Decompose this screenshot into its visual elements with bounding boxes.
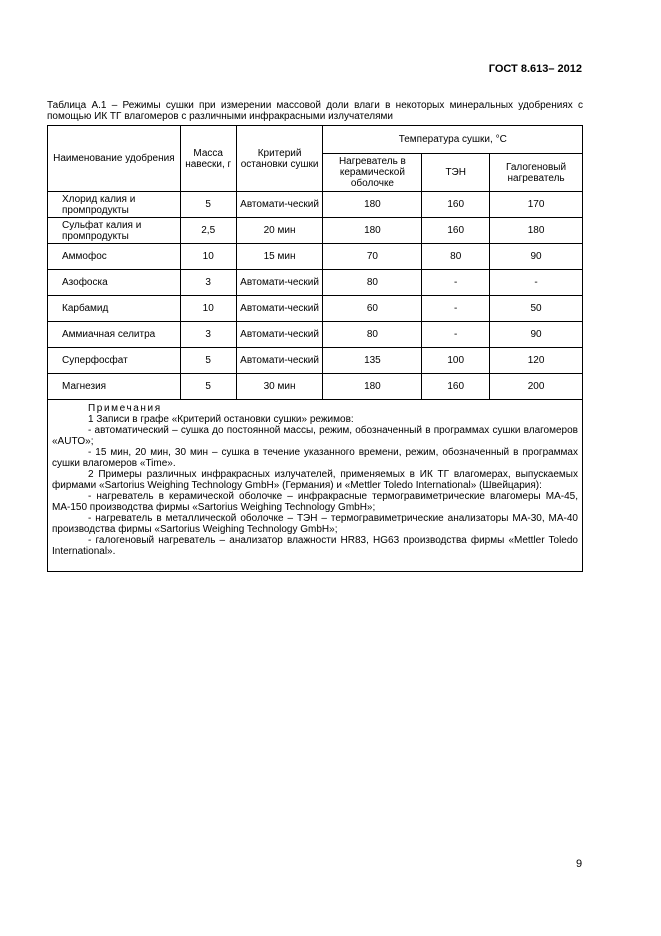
criterion-cell: Автомати-ческий [236, 348, 323, 374]
ten-temp-cell: - [422, 322, 490, 348]
ceramic-temp-cell: 80 [323, 270, 422, 296]
ten-temp-cell: - [422, 270, 490, 296]
name-cell: Азофоска [48, 270, 181, 296]
ten-temp-cell: 80 [422, 244, 490, 270]
mass-cell: 5 [180, 348, 236, 374]
name-cell: Аммофос [48, 244, 181, 270]
mass-cell: 10 [180, 296, 236, 322]
name-cell: Магнезия [48, 374, 181, 400]
mass-cell: 5 [180, 374, 236, 400]
criterion-cell: Автомати-ческий [236, 296, 323, 322]
criterion-cell: Автомати-ческий [236, 270, 323, 296]
halogen-temp-cell: 180 [490, 218, 583, 244]
halogen-temp-cell: 50 [490, 296, 583, 322]
note-1a: - автоматический – сушка до постоянной массы, режим, обозначенный в программах сушки влагомеров «AUTO»; [52, 425, 578, 447]
mass-cell: 10 [180, 244, 236, 270]
table-row [48, 322, 583, 348]
note-2: 2 Примеры различных инфракрасных излучателей, применяемых в ИК ТГ влагомерах, выпускаемых фирмами «Sartorius Weighing Technology GmbH» (Германия) и «Mettler Toledo International» (Швейцария): [52, 469, 578, 491]
ten-temp-cell: 100 [422, 348, 490, 374]
mass-cell: 3 [180, 270, 236, 296]
mass-cell: 5 [180, 192, 236, 218]
table-row [48, 192, 583, 218]
criterion-cell: 30 мин [236, 374, 323, 400]
header-criterion: Критерий остановки сушки [236, 126, 323, 192]
header-halogen: Галогеновый нагреватель [490, 154, 583, 192]
ten-temp-cell: 160 [422, 374, 490, 400]
header-name: Наименование удобрения [48, 126, 181, 192]
header-mass: Масса навески, г [180, 126, 236, 192]
page-number: 9 [576, 858, 583, 870]
halogen-temp-cell: 170 [490, 192, 583, 218]
table-caption: Таблица А.1 – Режимы сушки при измерении массовой доли влаги в некоторых минеральных удобрениях с помощью ИК ТГ влагомеров с различными инфракрасными излучателями [47, 100, 583, 122]
ceramic-temp-cell: 180 [323, 192, 422, 218]
table-row [48, 244, 583, 270]
criterion-cell: Автомати-ческий [236, 192, 323, 218]
name-cell: Аммиачная селитра [48, 322, 181, 348]
criterion-cell: 15 мин [236, 244, 323, 270]
ceramic-temp-cell: 80 [323, 322, 422, 348]
notes-title: Примечания [88, 403, 162, 414]
drying-modes-table [47, 125, 583, 572]
mass-cell: 3 [180, 322, 236, 348]
table-row [48, 218, 583, 244]
header-ten: ТЭН [422, 154, 490, 192]
ceramic-temp-cell: 180 [323, 374, 422, 400]
ceramic-temp-cell: 180 [323, 218, 422, 244]
halogen-temp-cell: 120 [490, 348, 583, 374]
table-row [48, 270, 583, 296]
table-body [48, 192, 583, 400]
halogen-temp-cell: - [490, 270, 583, 296]
note-1: 1 Записи в графе «Критерий остановки сушки» режимов: [88, 414, 354, 425]
halogen-temp-cell: 90 [490, 244, 583, 270]
table-row [48, 374, 583, 400]
name-cell: Сульфат калия и промпродукты [48, 218, 181, 244]
mass-cell: 2,5 [180, 218, 236, 244]
criterion-cell: 20 мин [236, 218, 323, 244]
table-row [48, 296, 583, 322]
ten-temp-cell: - [422, 296, 490, 322]
name-cell: Карбамид [48, 296, 181, 322]
ten-temp-cell: 160 [422, 192, 490, 218]
ceramic-temp-cell: 60 [323, 296, 422, 322]
note-2a: - нагреватель в керамической оболочке – инфракрасные термогравиметрические влагомеры MA-45, MA-150 производства фирмы «Sartorius Weighing Technology GmbH»; [52, 491, 578, 513]
note-1b: - 15 мин, 20 мин, 30 мин – сушка в течение указанного времени, режим, обозначенный в программах сушки влагомеров «Time». [52, 447, 578, 469]
halogen-temp-cell: 90 [490, 322, 583, 348]
notes-cell [48, 400, 583, 572]
criterion-cell: Автомати-ческий [236, 322, 323, 348]
halogen-temp-cell: 200 [490, 374, 583, 400]
ceramic-temp-cell: 70 [323, 244, 422, 270]
document-code: ГОСТ 8.613– 2012 [488, 63, 582, 75]
table-row [48, 348, 583, 374]
header-ceramic: Нагреватель в керамической оболочке [323, 154, 422, 192]
name-cell: Суперфосфат [48, 348, 181, 374]
note-2b: - нагреватель в металлической оболочке – ТЭН – термогравиметрические анализаторы MA-30, MA-40 производства фирмы «Sartorius Weighing Technology GmbH»; [52, 513, 578, 535]
header-temperature: Температура сушки, °С [323, 126, 583, 154]
ten-temp-cell: 160 [422, 218, 490, 244]
note-2c: - галогеновый нагреватель – анализатор влажности HR83, HG63 производства фирмы «Mettler Toledo International». [52, 535, 578, 557]
ceramic-temp-cell: 135 [323, 348, 422, 374]
name-cell: Хлорид калия и промпродукты [48, 192, 181, 218]
